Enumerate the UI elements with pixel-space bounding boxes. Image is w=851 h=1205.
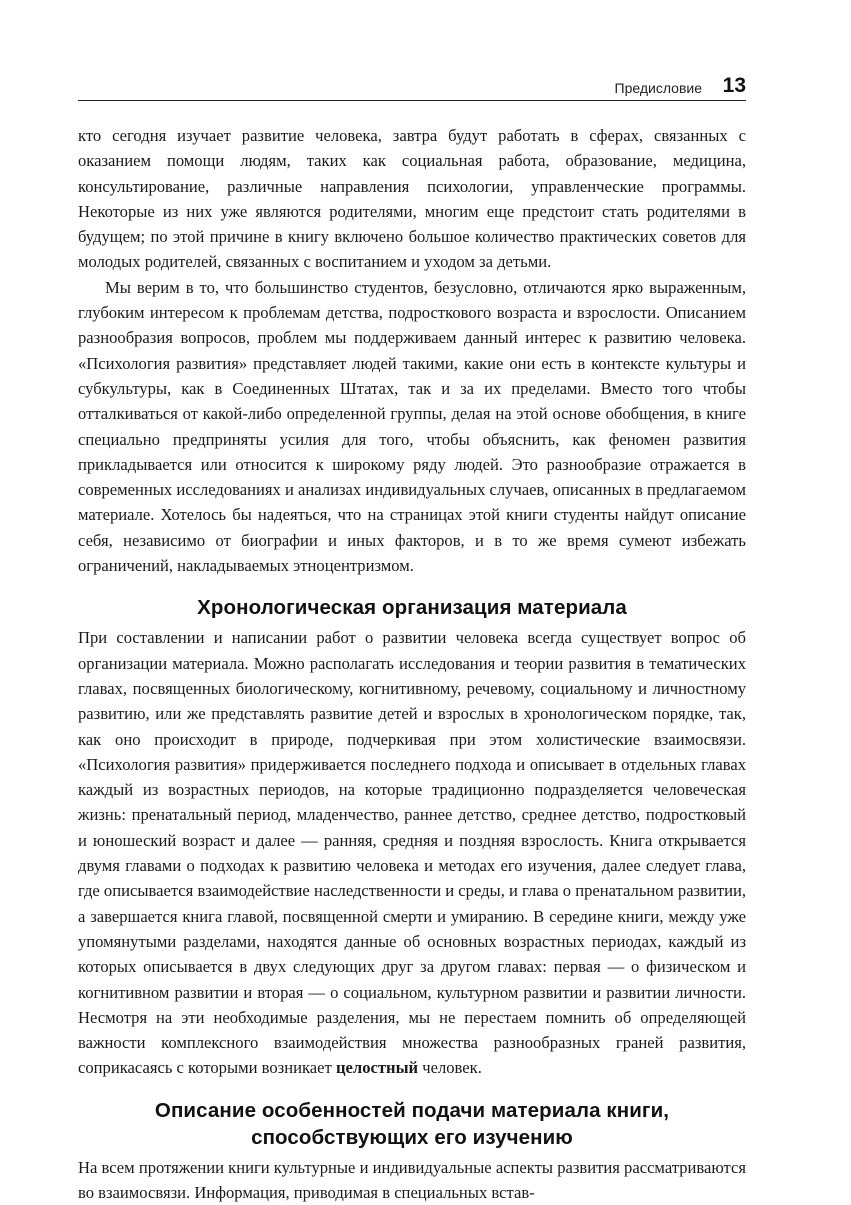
section-heading-features-line2: способствующих его изучению: [251, 1125, 573, 1149]
bold-term-holistic: целостный: [335, 1058, 419, 1078]
paragraph-chronological-text: При составлении и написании работ о развитии человека всегда существует вопрос об организации материала. Можно располагать исследования и теории развития в тематических главах, посвященных биологическому, когнитивному, речевому, социальному и личностному развитию, или же представлять развитие детей и взрослых в хронологическом порядке, так, как оно происходит в природе, подчеркивая при этом холистические взаимосвязи. «Психология развития» придерживается последнего подхода и описывает в отдельных главах каждый из возрастных периодов, на которые традиционно подразделяется человеческая жизнь: пренатальный период, младенчество, раннее детство, среднее детство, подростковый и юношеский возраст и далее — ранняя, средняя и поздняя взрослость. Книга открывается двумя главами о подходах к развитию человека и методах его изучения, далее следует глава, где описывается взаимодействие наследственности и среды, и глава о пренатальном развитии, а завершается книга главой, посвященной смерти и умиранию. В середине книги, между уже упомянутыми разделами, находятся данные об основных возрастных периодах, каждый из которых описывается в двух следующих друг за другом главах: первая — о физическом и когнитивном развитии и вторая — о социальном, культурном развитии и развитии личности. Несмотря на эти необходимые разделения, мы не перестаем помнить об определяющей важности комплексного взаимодействия множества разнообразных граней развития, соприкасаясь с которыми возникает: [78, 628, 746, 1078]
body-text: [78, 123, 746, 1205]
running-title: Предисловие: [614, 80, 702, 96]
section-heading-chronological: Хронологическая организация материала: [197, 596, 627, 620]
section-heading-features-line1: Описание особенностей подачи материала книги,: [154, 1098, 670, 1122]
paragraph-continued: кто сегодня изучает развитие человека, завтра будут работать в сферах, связанных с оказанием помощи людям, таких как социальная работа, образование, медицина, консультирование, различные направления психологии, управленческие программы. Некоторые из них уже являются родителями, многим еще предстоит стать родителями в будущем; по этой причине в книгу включено большое количество практических советов для молодых родителей, связанных с воспитанием и уходом за детьми.: [78, 126, 746, 272]
page-number: 13: [722, 74, 746, 97]
section-heading-features: [78, 1097, 746, 1151]
paragraph-chronological-end: человек.: [418, 1058, 482, 1078]
book-page: [78, 70, 746, 1205]
paragraph-chronological: [78, 625, 746, 1080]
paragraph-features: На всем протяжении книги культурные и индивидуальные аспекты развития рассматриваются во взаимосвязи. Информация, приводимая в специальных встав-: [78, 1157, 746, 1202]
paragraph-diversity: Мы верим в то, что большинство студентов, безусловно, отличаются ярко выраженным, глубоким интересом к проблемам детства, подросткового возраста и взрослости. Описанием разнообразия вопросов, проблем мы поддерживаем данный интерес к развитию человека. «Психология развития» представляет людей такими, какие они есть в контексте культуры и субкультуры, как в Соединенных Штатах, так и за их пределами. Вместо того чтобы отталкиваться от какой-либо определенной группы, делая на этой основе обобщения, в книге специально предприняты усилия для того, чтобы объяснить, как феномен развития прикладывается или относится к широкому ряду людей. Это разнообразие отражается в современных исследованиях и анализах индивидуальных случаев, описанных в предлагаемом материале. Хотелось бы надеяться, что на страницах этой книги студенты найдут описание себя, независимо от биографии и иных факторов, и в то же время сумеют избежать ограничений, накладываемых этноцентризмом.: [78, 277, 746, 576]
running-header: [78, 70, 746, 101]
